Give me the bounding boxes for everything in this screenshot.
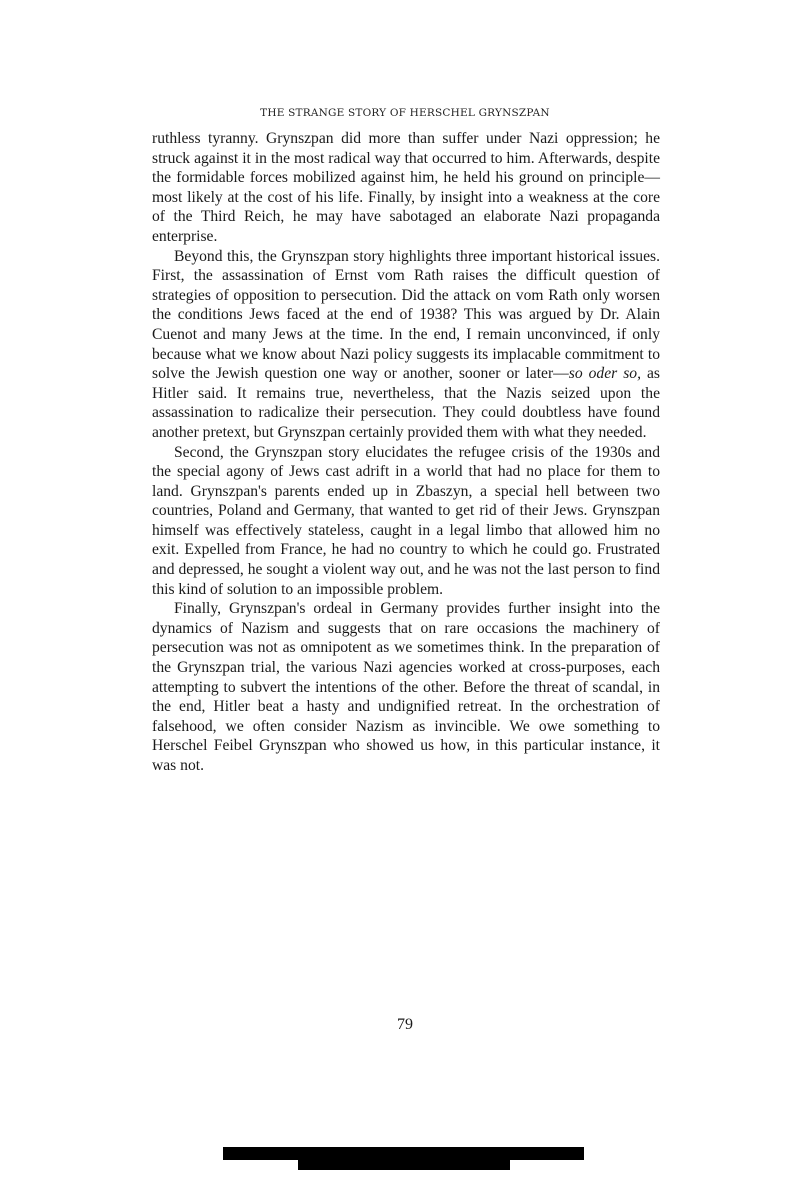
paragraph-2-part-1: Beyond this, the Grynszpan story highlights three important historical issues. First, the assassination of Ernst vom Rath raises the difficult question of strategies of opposition to persecution. Did the attack on vom Rath only worsen the conditions Jews faced at the end of 1938? This was argued by Dr. Alain Cuenot and many Jews at the time. In the end, I remain unconvinced, if only because what we know about Nazi policy suggests its implacable commitment to solve the Jewish question one way or another, sooner or later— [152, 247, 660, 383]
body-text [152, 129, 660, 776]
paragraph-1: ruthless tyranny. Grynszpan did more than suffer under Nazi oppression; he struck against it in the most radical way that occurred to him. Afterwards, despite the formidable forces mobilized against him, he held his ground on principle—most likely at the cost of his life. Finally, by insight into a weakness at the core of the Third Reich, he may have sabotaged an elaborate Nazi propaganda enterprise. [152, 130, 660, 245]
scan-artifact-bar-lower [298, 1160, 510, 1170]
paragraph-3: Second, the Grynszpan story elucidates the refugee crisis of the 1930s and the special agony of Jews cast adrift in a world that had no place for them to land. Grynszpan's parents ended up in Zbaszyn, a special hell between two countries, Poland and Germany, that wanted to get rid of their Jews. Grynszpan himself was effectively stateless, caught in a legal limbo that allowed him no exit. Expelled from France, he had no country to which he could go. Frustrated and depressed, he sought a violent way out, and he was not the last person to find this kind of solution to an impossible problem. [152, 443, 660, 598]
paragraph-2-emphasis: so oder so, [568, 365, 641, 383]
paragraph-2 [152, 247, 660, 443]
scan-artifact-bar [223, 1147, 584, 1160]
paragraph-2-part-2: as Hitler said. It remains true, nevertheless, that the Nazis seized upon the assassination to radicalize their persecution. They could doubtless have found another pretext, but Grynszpan certainly provided them with what they needed. [152, 365, 661, 441]
page-number: 79 [397, 1016, 413, 1033]
paragraph-4: Finally, Grynszpan's ordeal in Germany provides further insight into the dynamics of Nazism and suggests that on rare occasions the machinery of persecution was not as omnipotent as we sometimes think. In the preparation of the Grynszpan trial, the various Nazi agencies worked at cross-purposes, each attempting to subvert the intentions of the other. Before the threat of scandal, in the end, Hitler beat a hasty and undignified retreat. In the orchestration of falsehood, we often consider Nazism as invincible. We owe something to Herschel Feibel Grynszpan who showed us how, in this particular instance, it was not. [152, 600, 660, 774]
running-header: THE STRANGE STORY OF HERSCHEL GRYNSZPAN [260, 107, 550, 119]
